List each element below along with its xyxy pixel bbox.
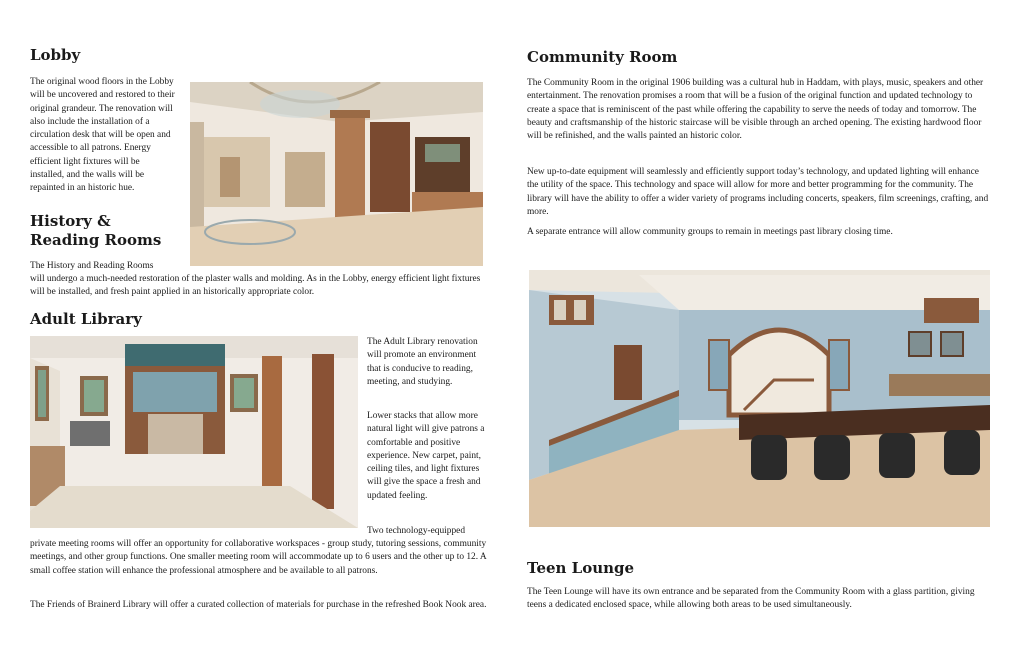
community-room-heading: Community Room — [527, 48, 678, 66]
lobby-heading: Lobby — [30, 46, 81, 64]
adult-library-para3: private meeting rooms will offer an opportunity for collaborative workspaces - group study, tutoring sessions, community meetings, and other group functions. One smaller meeting room will accommodate up to 6 users and the other up to 12. A small coffee station will enhance the professional atmosphere and be available to all patrons. — [30, 539, 487, 576]
lobby-text: The original wood floors in the Lobby will be uncovered and restored to their original grandeur. The renovation will also include the installation of a circulation desk that will be open and accessible to all patrons. Energy efficient light fixtures will be installed, and the walls will be repainted in an historic hue. — [30, 77, 175, 194]
adult-library-heading: Adult Library — [30, 310, 142, 328]
lobby-illustration — [190, 82, 483, 266]
history-text-line1: The History and Reading Rooms — [30, 261, 154, 271]
teen-lounge-text: The Teen Lounge will have its own entrance and be separated from the Community Room with a glass partition, giving teens a dedicated enclosed space, while allowing both areas to be used simultaneously. — [527, 587, 975, 611]
community-room-illustration — [529, 270, 990, 527]
community-room-para1: The Community Room in the original 1906 building was a cultural hub in Haddam, with plays, music, speakers and other entertainment. The renovation promises a room that will be a fusion of the original function and updated technology to create a space that is reminiscent of the past while offering the capability to serve the needs of today and tomorrow. The beauty and craftsmanship of the historic staircase will be visible through an arched opening. The existing hardwood floor will be refinished, and the walls painted an historic color. — [527, 78, 984, 142]
adult-library-illustration — [30, 336, 358, 528]
history-heading: History & Reading Rooms — [30, 212, 162, 249]
teen-lounge-heading: Teen Lounge — [527, 559, 635, 577]
adult-library-para2: Lower stacks that allow more natural light will give patrons a comfortable and positive experience. New carpet, paint, ceiling tiles, and light fixtures will give the space a fresh and updated feeling. — [367, 411, 485, 501]
adult-library-para1: The Adult Library renovation will promote an environment that is conducive to reading, meeting, and studying. — [367, 337, 478, 387]
community-room-para2: New up-to-date equipment will seamlessly and efficiently support today’s technology, and updated lighting will enhance the utility of the space. This technology and space will allow for more and better programming for the community. The library will have the ability to offer a wider variety of programs including concerts, speakers, film screenings, crafting, and more. — [527, 167, 989, 217]
community-room-para3: A separate entrance will allow community groups to remain in meetings past library closing time. — [527, 227, 893, 237]
history-text: will undergo a much-needed restoration of the plaster walls and molding. As in the Lobby, energy efficient light fixtures will be installed, and fresh paint applied in an historically appropriate color. — [30, 274, 481, 298]
adult-library-para4: The Friends of Brainerd Library will offer a curated collection of materials for purchase in the refreshed Book Nook area. — [30, 600, 487, 610]
adult-library-para3-line1: Two technology-equipped — [367, 526, 466, 536]
